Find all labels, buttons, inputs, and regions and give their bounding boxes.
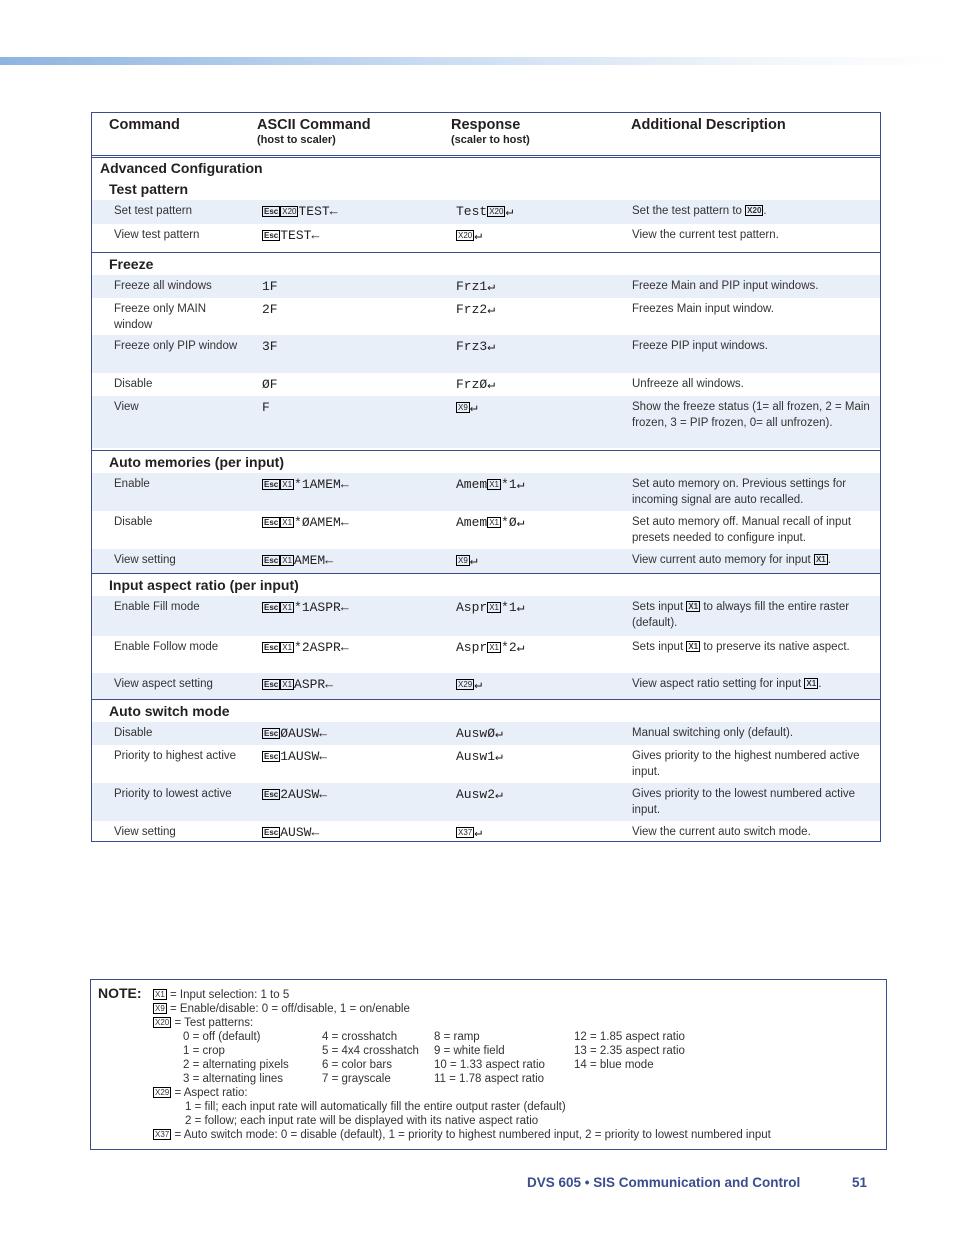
header-ascii: ASCII Command (host to scaler) <box>257 117 371 146</box>
table-row <box>92 821 880 845</box>
response: Amem X1 *1↵ <box>456 477 525 492</box>
esc-key-icon: Esc <box>264 729 279 738</box>
command-name: Enable Fill mode <box>114 601 200 613</box>
response: Aspr X1 *1↵ <box>456 600 525 615</box>
ascii-command: 2F <box>262 302 278 317</box>
note-x1: X1 = Input selection: 1 to 5 <box>155 989 290 1001</box>
command-table <box>91 112 881 842</box>
enter-arrow-icon: ↵ <box>487 377 496 392</box>
description: Set the test pattern to X20 . <box>632 205 767 217</box>
enter-arrow-icon: ↵ <box>474 825 483 840</box>
ascii-command: Esc 2AUSW← <box>264 787 328 802</box>
response <box>456 400 478 415</box>
table-row <box>92 335 880 373</box>
left-arrow-icon: ← <box>311 228 320 243</box>
left-arrow-icon: ← <box>340 477 349 492</box>
header-description: Additional Description <box>631 117 786 133</box>
left-arrow-icon: ← <box>340 640 349 655</box>
note-box <box>90 979 887 1150</box>
header-command: Command <box>109 117 180 133</box>
aspect-fill: 1 = fill; each input rate will automatically fill the entire output raster (default) <box>185 1101 566 1113</box>
ascii-command: 1F <box>262 279 278 294</box>
ascii-command: Esc 1AUSW← <box>264 749 328 764</box>
table-row <box>92 200 880 224</box>
left-arrow-icon: ← <box>329 204 338 219</box>
section-spacer <box>92 845 880 846</box>
table-row <box>92 722 880 745</box>
command-name: Disable <box>114 378 153 390</box>
left-arrow-icon: ← <box>319 749 328 764</box>
response: Ausw1↵ <box>456 749 503 764</box>
esc-key-icon: Esc <box>264 603 279 612</box>
command-name: Enable Follow mode <box>114 641 219 653</box>
variable-box: X1 <box>489 603 500 612</box>
response: Frz1↵ <box>456 279 496 294</box>
enter-arrow-icon: ↵ <box>516 600 525 615</box>
variable-box: X20 <box>489 207 504 216</box>
ascii-command: Esc TEST← <box>264 228 320 243</box>
command-name: Freeze only MAIN window <box>114 303 207 331</box>
variable-box: X20 <box>747 206 762 215</box>
table-row <box>92 745 880 783</box>
variable-box: X1 <box>282 518 293 527</box>
test-pattern-item: 1 = crop <box>183 1045 225 1057</box>
section-title: Freeze <box>109 256 154 272</box>
variable-box: X1 <box>688 642 699 651</box>
response: Aspr X1 *2↵ <box>456 640 525 655</box>
command-name: Freeze all windows <box>114 280 212 292</box>
section-2 <box>92 252 880 450</box>
command-name: Disable <box>114 727 153 739</box>
left-arrow-icon: ← <box>340 600 349 615</box>
table-row <box>92 783 880 821</box>
command-name: View <box>114 401 139 413</box>
ascii-command: Esc X20 TEST← <box>264 204 338 219</box>
description: Set auto memory on. Previous settings for incoming signal are auto recalled. <box>632 478 847 506</box>
note-x20: X20 = Test patterns: <box>155 1017 254 1029</box>
test-pattern-item: 8 = ramp <box>434 1031 480 1043</box>
enter-arrow-icon: ↵ <box>487 279 496 294</box>
command-name: View test pattern <box>114 229 200 241</box>
command-name: Priority to highest active <box>114 750 237 762</box>
enter-arrow-icon: ↵ <box>516 640 525 655</box>
response <box>456 677 482 692</box>
enter-arrow-icon: ↵ <box>487 339 496 354</box>
description: Manual switching only (default). <box>632 727 794 739</box>
ascii-command: F <box>262 400 270 415</box>
ascii-command: Esc X1 ASPR← <box>264 677 334 692</box>
left-arrow-icon: ← <box>319 787 328 802</box>
esc-key-icon: Esc <box>264 680 279 689</box>
ascii-command: 3F <box>262 339 278 354</box>
table-row <box>92 298 880 335</box>
table-row <box>92 596 880 636</box>
section-4 <box>92 573 880 699</box>
ascii-command: Esc ØAUSW← <box>264 726 328 741</box>
enter-arrow-icon: ↵ <box>516 515 525 530</box>
description: Gives priority to the highest numbered active input. <box>632 750 860 778</box>
esc-key-icon: Esc <box>264 752 279 761</box>
esc-key-icon: Esc <box>264 790 279 799</box>
command-name: View setting <box>114 826 176 838</box>
response <box>456 228 482 243</box>
variable-box: X20 <box>282 207 297 216</box>
variable-box: X37 <box>458 828 473 837</box>
variable-box: X29 <box>458 680 473 689</box>
variable-box: X1 <box>489 643 500 652</box>
ascii-command: ØF <box>262 377 278 392</box>
section-5 <box>92 699 880 846</box>
table-header <box>92 113 880 158</box>
ascii-command: Esc X1 AMEM← <box>264 553 334 568</box>
test-pattern-item: 11 = 1.78 aspect ratio <box>434 1073 545 1085</box>
section-3 <box>92 450 880 573</box>
test-pattern-item: 0 = off (default) <box>183 1031 261 1043</box>
top-gradient-bar <box>0 57 954 65</box>
variable-box: X1 <box>282 643 293 652</box>
enter-arrow-icon: ↵ <box>474 677 483 692</box>
esc-key-icon: Esc <box>264 556 279 565</box>
table-row <box>92 511 880 549</box>
ascii-command: Esc X1 *ØAMEM← <box>264 515 349 530</box>
variable-box: X9 <box>458 403 468 412</box>
variable-box: X1 <box>282 556 293 565</box>
footer-title: DVS 605 • SIS Communication and Control <box>527 1175 801 1190</box>
section-title: Input aspect ratio (per input) <box>109 577 299 593</box>
description: View the current test pattern. <box>632 229 779 241</box>
ascii-command: Esc X1 *2ASPR← <box>264 640 349 655</box>
table-row <box>92 636 880 673</box>
test-pattern-item: 14 = blue mode <box>574 1059 654 1071</box>
test-pattern-item: 5 = 4x4 crosshatch <box>322 1045 419 1057</box>
variable-box: X1 <box>815 555 826 564</box>
note-x29: X29 = Aspect ratio: <box>155 1087 248 1099</box>
description: Sets input X1 to always fill the entire raster (default). <box>632 601 850 629</box>
description: Show the freeze status (1= all frozen, 2 = Main frozen, 3 = PIP frozen, 0= all unfrozen). <box>632 401 870 429</box>
ascii-command: Esc X1 *1ASPR← <box>264 600 349 615</box>
description: Sets input X1 to preserve its native aspect. <box>632 641 850 653</box>
variable-box: X1 <box>806 679 817 688</box>
test-pattern-item: 6 = color bars <box>322 1059 392 1071</box>
left-arrow-icon: ← <box>340 515 349 530</box>
variable-box: X1 <box>282 480 293 489</box>
section-title: Auto switch mode <box>109 703 230 719</box>
test-pattern-item: 3 = alternating lines <box>183 1073 284 1085</box>
test-pattern-item: 9 = white field <box>434 1045 505 1057</box>
enter-arrow-icon: ↵ <box>505 204 514 219</box>
description: Unfreeze all windows. <box>632 378 744 390</box>
variable-box: X1 <box>489 518 500 527</box>
test-pattern-item: 4 = crosshatch <box>322 1031 398 1043</box>
advanced-config-title: Advanced Configuration <box>100 160 263 176</box>
page-number: 51 <box>852 1175 868 1190</box>
response: Frz3↵ <box>456 339 496 354</box>
command-name: Enable <box>114 478 150 490</box>
test-pattern-item: 13 = 2.35 aspect ratio <box>574 1045 685 1057</box>
variable-box: X9 <box>458 556 468 565</box>
command-name: Freeze only PIP window <box>114 340 238 352</box>
esc-key-icon: Esc <box>264 231 279 240</box>
command-name: Priority to lowest active <box>114 788 232 800</box>
response: AuswØ↵ <box>456 726 503 741</box>
command-name: Disable <box>114 516 153 528</box>
enter-arrow-icon: ↵ <box>469 400 478 415</box>
enter-arrow-icon: ↵ <box>474 228 483 243</box>
table-row <box>92 373 880 396</box>
enter-arrow-icon: ↵ <box>495 787 503 802</box>
description: Freeze Main and PIP input windows. <box>632 280 819 292</box>
table-row <box>92 396 880 448</box>
variable-box: X1 <box>282 603 293 612</box>
description: View the current auto switch mode. <box>632 826 811 838</box>
section-title: Test pattern <box>109 181 189 197</box>
response <box>456 825 482 840</box>
table-row <box>92 224 880 250</box>
note-label: NOTE: <box>98 985 142 1001</box>
table-row <box>92 473 880 511</box>
section-1 <box>92 158 880 252</box>
description: Set auto memory off. Manual recall of input presets needed to configure input. <box>632 516 852 544</box>
note-x37: X37 = Auto switch mode: 0 = disable (default), 1 = priority to highest numbered input, 2 = priority to lowest numbered input <box>155 1129 771 1141</box>
esc-key-icon: Esc <box>264 643 279 652</box>
table-body <box>92 158 880 846</box>
note-x9: X9 = Enable/disable: 0 = off/disable, 1 = on/enable <box>155 1003 410 1015</box>
response: Ausw2↵ <box>456 787 503 802</box>
enter-arrow-icon: ↵ <box>487 302 496 317</box>
test-pattern-item: 2 = alternating pixels <box>183 1059 289 1071</box>
esc-key-icon: Esc <box>264 828 279 837</box>
description: View aspect ratio setting for input X1 . <box>632 678 822 690</box>
esc-key-icon: Esc <box>264 207 279 216</box>
table-row <box>92 549 880 573</box>
header-response: Response (scaler to host) <box>451 117 530 146</box>
response: Frz2↵ <box>456 302 496 317</box>
esc-key-icon: Esc <box>264 480 279 489</box>
response: FrzØ↵ <box>456 377 496 392</box>
variable-box: X20 <box>458 231 473 240</box>
command-name: Set test pattern <box>114 205 192 217</box>
table-row <box>92 275 880 298</box>
left-arrow-icon: ← <box>319 726 328 741</box>
description: View current auto memory for input X1 . <box>632 554 831 566</box>
response <box>456 553 478 568</box>
enter-arrow-icon: ↵ <box>495 726 503 741</box>
enter-arrow-icon: ↵ <box>469 553 478 568</box>
aspect-follow: 2 = follow; each input rate will be displayed with its native aspect ratio <box>185 1115 539 1127</box>
response: Amem X1 *Ø↵ <box>456 515 525 530</box>
command-name: View aspect setting <box>114 678 213 690</box>
variable-box: X1 <box>688 602 699 611</box>
table-row <box>92 673 880 699</box>
description: Gives priority to the lowest numbered active input. <box>632 788 856 816</box>
enter-arrow-icon: ↵ <box>495 749 503 764</box>
description: Freezes Main input window. <box>632 303 774 315</box>
description: Freeze PIP input windows. <box>632 340 768 352</box>
left-arrow-icon: ← <box>311 825 320 840</box>
enter-arrow-icon: ↵ <box>516 477 525 492</box>
section-title: Auto memories (per input) <box>109 454 285 470</box>
command-name: View setting <box>114 554 176 566</box>
test-pattern-item: 7 = grayscale <box>322 1073 391 1085</box>
variable-box: X1 <box>282 680 293 689</box>
test-pattern-item: 12 = 1.85 aspect ratio <box>574 1031 685 1043</box>
variable-box: X1 <box>489 480 500 489</box>
left-arrow-icon: ← <box>325 553 334 568</box>
response: Test X20 ↵ <box>456 204 514 219</box>
test-pattern-item: 10 = 1.33 aspect ratio <box>434 1059 545 1071</box>
esc-key-icon: Esc <box>264 518 279 527</box>
ascii-command: Esc AUSW← <box>264 825 320 840</box>
ascii-command: Esc X1 *1AMEM← <box>264 477 349 492</box>
left-arrow-icon: ← <box>325 677 334 692</box>
